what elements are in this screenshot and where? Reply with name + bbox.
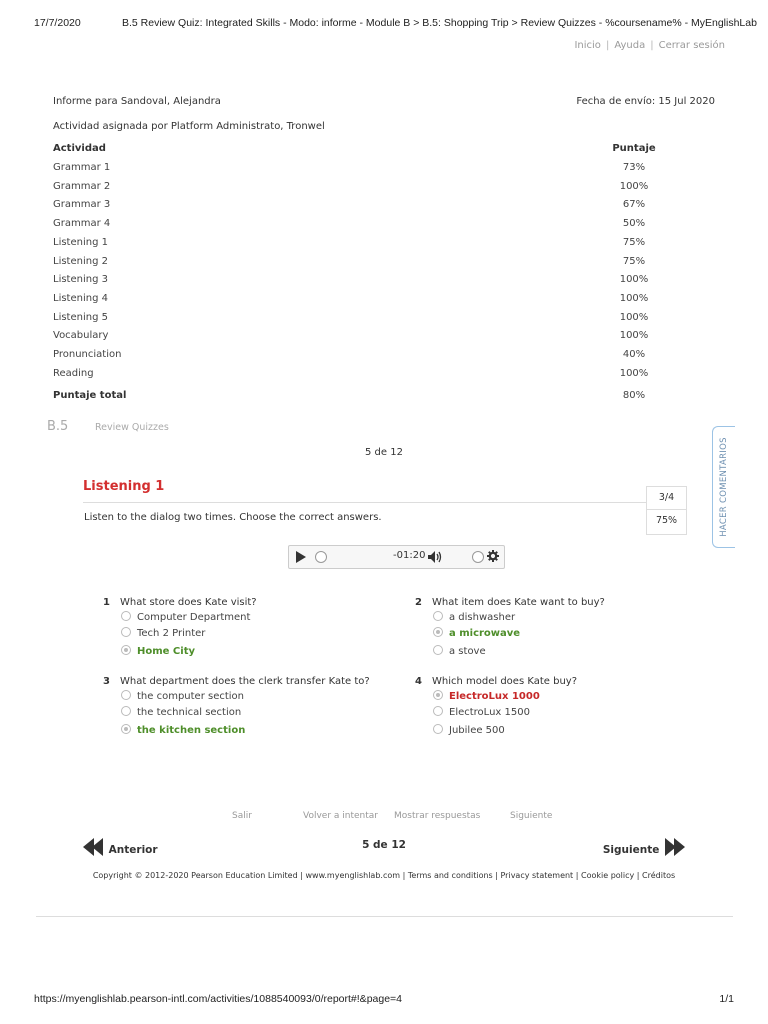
next-label: Siguiente	[602, 843, 660, 856]
table-row-score: 100%	[619, 330, 649, 342]
footer-link-cookies[interactable]: Cookie policy	[581, 871, 635, 880]
volume-icon[interactable]	[428, 551, 442, 563]
table-row-activity: Listening 4	[53, 292, 108, 304]
volume-handle[interactable]	[472, 551, 484, 563]
answer-option-label: ElectroLux 1000	[449, 691, 540, 702]
answer-option-label: a microwave	[449, 628, 521, 639]
print-date: 17/7/2020	[34, 17, 81, 29]
answer-option-label: the kitchen section	[137, 724, 246, 736]
table-row-score: 100%	[619, 180, 649, 192]
table-row-score: 100%	[619, 367, 649, 379]
table-row-activity: Listening 3	[53, 274, 108, 286]
question-number: 3	[103, 676, 110, 687]
answer-option[interactable]	[433, 612, 515, 623]
answer-option[interactable]	[433, 646, 486, 657]
top-links: Inicio | Ayuda | Cerrar sesión	[574, 40, 725, 51]
table-row-score: 100%	[619, 311, 649, 323]
title-divider	[83, 502, 646, 503]
answer-option[interactable]	[121, 646, 195, 657]
question-number: 1	[103, 597, 110, 608]
progress-handle[interactable]	[315, 551, 327, 563]
answer-option-label: Tech 2 Printer	[137, 628, 206, 639]
answer-option-label: the computer section	[137, 691, 245, 702]
link-home[interactable]: Inicio	[574, 40, 601, 51]
answer-option-label: Jubilee 500	[449, 724, 505, 736]
exit-button[interactable]: Salir	[232, 811, 252, 821]
table-row-activity: Grammar 1	[53, 162, 111, 173]
answer-option-label: Computer Department	[137, 612, 251, 623]
radio-button-icon[interactable]	[433, 690, 443, 700]
activity-title: Listening 1	[83, 479, 165, 494]
question-text: What department does the clerk transfer Kate to?	[120, 676, 370, 687]
settings-gear-icon[interactable]	[487, 550, 499, 562]
radio-button-icon[interactable]	[121, 611, 131, 621]
table-row-score: 100%	[619, 292, 649, 304]
table-row-score: 40%	[622, 349, 646, 360]
table-row-activity: Listening 5	[53, 311, 108, 323]
table-row-score: 73%	[622, 162, 646, 173]
copyright: Copyright © 2012-2020 Pearson Education Limited	[92, 871, 298, 880]
table-row-activity: Reading	[53, 367, 94, 379]
audio-player	[288, 545, 505, 569]
table-row-score: 75%	[622, 255, 646, 267]
page-divider	[36, 916, 733, 917]
answer-option[interactable]	[433, 725, 505, 736]
report-sent-date: Fecha de envío: 15 Jul 2020	[576, 96, 715, 107]
table-row-score: 67%	[622, 199, 646, 211]
section-name: Review Quizzes	[95, 422, 169, 433]
score-fraction: 3/4	[658, 492, 675, 503]
play-icon[interactable]	[295, 551, 306, 563]
retry-button[interactable]: Volver a intentar	[303, 811, 378, 821]
next-action-button[interactable]: Siguiente	[510, 811, 553, 821]
table-header-score: Puntaje	[612, 143, 656, 154]
table-row-score: 100%	[619, 274, 649, 286]
answer-option-label: the technical section	[137, 707, 242, 718]
answer-option-label: Home City	[137, 645, 195, 657]
answer-option[interactable]	[433, 691, 540, 702]
answer-option-label: a dishwasher	[449, 612, 516, 623]
print-page-title: B.5 Review Quiz: Integrated Skills - Modo: informe - Module B > B.5: Shopping Trip > Review Quizzes - %coursename% - MyEnglishLab	[122, 17, 757, 29]
table-row-activity: Listening 2	[53, 255, 108, 267]
show-answers-button[interactable]: Mostrar respuestas	[394, 811, 481, 821]
answer-option[interactable]	[433, 707, 530, 718]
radio-button-icon[interactable]	[433, 611, 443, 621]
answer-option[interactable]	[121, 691, 244, 702]
radio-button-icon[interactable]	[433, 724, 443, 734]
answer-option[interactable]	[121, 628, 205, 639]
feedback-tab-label: HACER COMENTARIOS	[719, 437, 729, 537]
radio-button-icon[interactable]	[433, 706, 443, 716]
radio-button-icon[interactable]	[121, 706, 131, 716]
table-row-activity: Grammar 4	[53, 218, 111, 230]
answer-option[interactable]	[121, 725, 245, 736]
answer-option[interactable]	[433, 628, 520, 639]
link-logout[interactable]: Cerrar sesión	[658, 40, 725, 51]
next-button[interactable]	[603, 839, 685, 860]
table-row-activity: Grammar 2	[53, 180, 111, 192]
footer-link-site[interactable]: www.myenglishlab.com	[305, 871, 401, 880]
radio-button-icon[interactable]	[121, 627, 131, 637]
footer-link-credits[interactable]: Créditos	[642, 871, 676, 880]
section-number: B.5	[47, 419, 69, 434]
question-text: What item does Kate want to buy?	[432, 597, 605, 608]
answer-option[interactable]	[121, 707, 241, 718]
score-percent: 75%	[655, 515, 678, 526]
total-score: 80%	[622, 390, 646, 401]
page-indicator-bottom: 5 de 12	[362, 839, 406, 851]
double-right-arrow-icon	[665, 838, 685, 859]
page-indicator-top: 5 de 12	[365, 447, 403, 458]
footer-link-privacy[interactable]: Privacy statement	[500, 871, 574, 880]
print-url: https://myenglishlab.pearson-intl.com/activities/1088540093/0/report#!&page=4	[34, 993, 403, 1005]
question-text: What store does Kate visit?	[120, 597, 257, 608]
prev-label: Anterior	[108, 843, 158, 856]
table-row-score: 75%	[622, 236, 646, 248]
report-student: Informe para Sandoval, Alejandra	[53, 96, 221, 107]
table-row-activity: Listening 1	[53, 236, 108, 248]
question-number: 2	[415, 597, 422, 608]
audio-time: -01:20	[393, 550, 426, 561]
answer-option-label: a stove	[449, 645, 486, 657]
table-row-activity: Grammar 3	[53, 199, 111, 211]
print-page-number: 1/1	[719, 993, 734, 1005]
radio-button-icon[interactable]	[121, 690, 131, 700]
table-row-activity: Vocabulary	[53, 330, 109, 342]
radio-button-icon[interactable]	[121, 724, 131, 734]
radio-button-icon[interactable]	[433, 645, 443, 655]
table-header-activity: Actividad	[53, 143, 106, 154]
question-number: 4	[415, 676, 422, 687]
report-assigned-by: Actividad asignada por Platform Administrato, Tronwel	[53, 121, 325, 132]
answer-option-label: ElectroLux 1500	[449, 707, 530, 718]
table-row-activity: Pronunciation	[53, 349, 122, 360]
total-label: Puntaje total	[53, 390, 127, 401]
radio-button-icon[interactable]	[433, 627, 443, 637]
radio-button-icon[interactable]	[121, 645, 131, 655]
feedback-tab[interactable]	[712, 426, 735, 548]
footer-link-terms[interactable]: Terms and conditions	[407, 871, 493, 880]
table-row-score: 50%	[622, 218, 646, 230]
activity-instructions: Listen to the dialog two times. Choose the correct answers.	[84, 512, 382, 523]
link-help[interactable]: Ayuda	[614, 40, 646, 51]
answer-option[interactable]	[121, 612, 250, 623]
site-footer: Copyright © 2012-2020 Pearson Education Limited | www.myenglishlab.com | Terms and conditions | Privacy statement | Cookie policy | Créditos	[92, 871, 676, 880]
activity-score-box	[646, 486, 687, 535]
question-text: Which model does Kate buy?	[432, 676, 578, 687]
